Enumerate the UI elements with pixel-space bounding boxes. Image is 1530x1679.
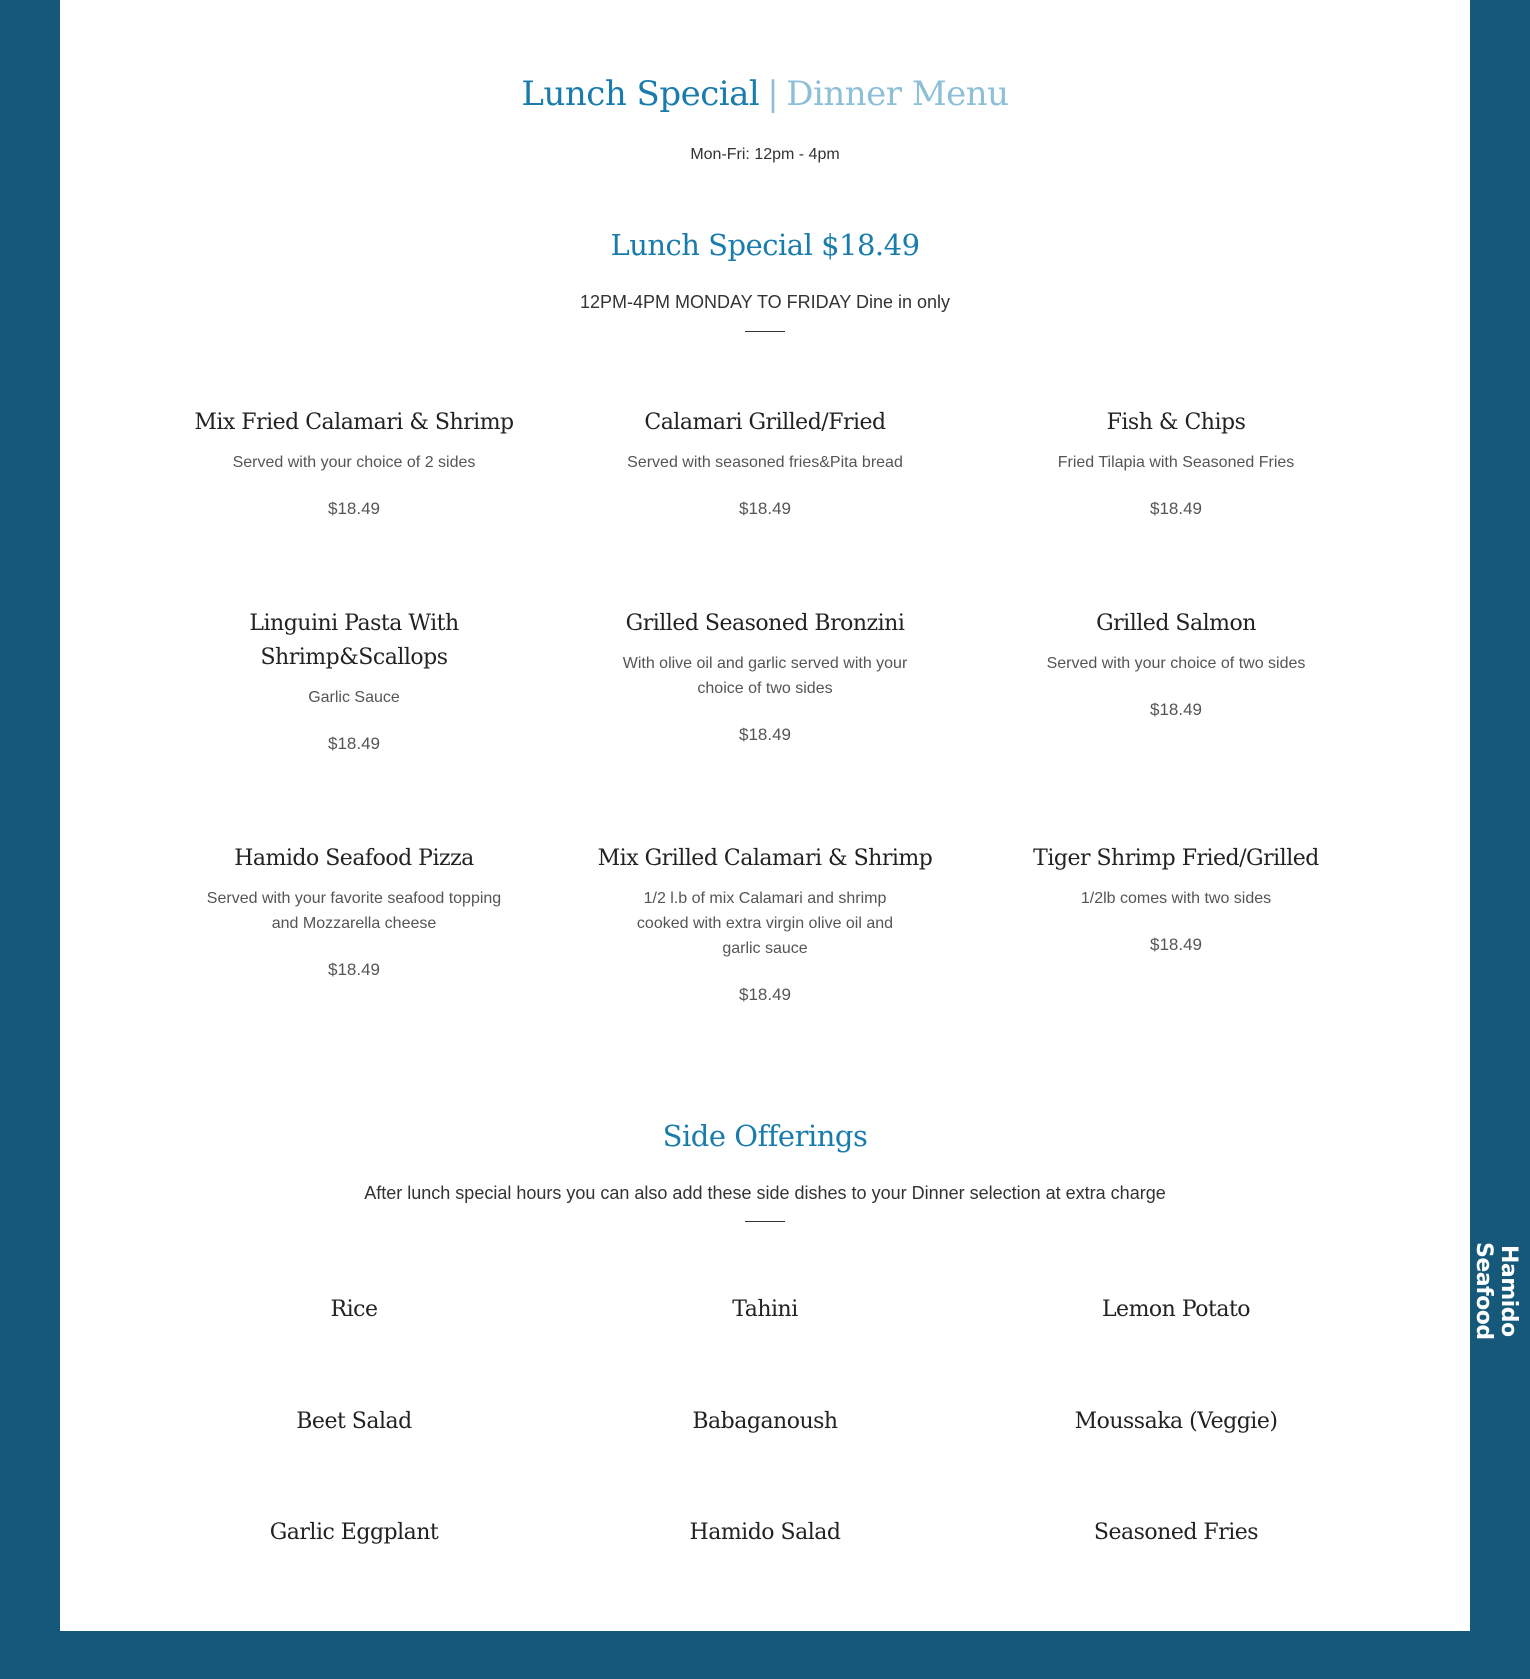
item-description: With olive oil and garlic served with your choice of two sides bbox=[622, 655, 908, 697]
hours-text: Mon-Fri: 12pm - 4pm bbox=[690, 146, 840, 163]
item-name: Hamido Seafood Pizza bbox=[234, 846, 474, 871]
item-name: Fish & Chips bbox=[1106, 410, 1246, 435]
menu-item bbox=[595, 842, 935, 1005]
menu-item bbox=[595, 406, 935, 519]
menu-panel bbox=[60, 0, 1470, 1631]
side-item: Beet Salad bbox=[296, 1409, 412, 1434]
sides-divider bbox=[745, 1221, 785, 1222]
item-price: $18.49 bbox=[739, 985, 791, 1004]
sides-section-subtitle: After lunch special hours you can also add these side dishes to your Dinner selection at extra charge bbox=[364, 1183, 1166, 1203]
item-name: Mix Grilled Calamari & Shrimp bbox=[597, 846, 933, 871]
item-price: $18.49 bbox=[1150, 935, 1202, 954]
menu-item bbox=[1006, 842, 1346, 955]
item-description: Served with your choice of two sides bbox=[1046, 655, 1306, 672]
menu-item bbox=[184, 842, 524, 980]
item-description: Garlic Sauce bbox=[308, 689, 400, 706]
tab-lunch-special[interactable]: Lunch Special bbox=[521, 74, 760, 114]
lunch-divider bbox=[745, 331, 785, 332]
menu-tabs bbox=[60, 74, 1470, 114]
menu-item bbox=[1006, 607, 1346, 720]
tab-dinner-menu[interactable]: Dinner Menu bbox=[786, 74, 1009, 114]
item-name: Tiger Shrimp Fried/Grilled bbox=[1033, 846, 1319, 871]
item-description: Served with your choice of 2 sides bbox=[232, 454, 476, 471]
item-description: Fried Tilapia with Seasoned Fries bbox=[1057, 454, 1295, 471]
item-name: Grilled Salmon bbox=[1096, 611, 1256, 636]
tab-separator: | bbox=[767, 74, 779, 114]
item-name: Grilled Seasoned Bronzini bbox=[625, 611, 905, 636]
item-description: 1/2lb comes with two sides bbox=[1080, 890, 1272, 907]
side-item: Tahini bbox=[732, 1297, 798, 1322]
item-description: 1/2 l.b of mix Calamari and shrimp cooked with extra virgin olive oil and garlic sauce bbox=[636, 890, 894, 957]
lunch-section-subtitle: 12PM-4PM MONDAY TO FRIDAY Dine in only bbox=[579, 292, 951, 312]
item-price: $18.49 bbox=[1150, 700, 1202, 719]
item-price: $18.49 bbox=[739, 725, 791, 744]
brand-logo-text[interactable]: Hamido Seafood bbox=[1471, 1241, 1521, 1340]
item-name: Mix Fried Calamari & Shrimp bbox=[194, 410, 514, 435]
side-item: Lemon Potato bbox=[1101, 1297, 1251, 1322]
item-price: $18.49 bbox=[739, 499, 791, 518]
menu-item bbox=[184, 607, 524, 754]
item-price: $18.49 bbox=[328, 499, 380, 518]
lunch-section-title: Lunch Special $18.49 bbox=[610, 228, 920, 262]
menu-item bbox=[1006, 406, 1346, 519]
sides-section-title: Side Offerings bbox=[662, 1119, 868, 1153]
menu-item bbox=[184, 406, 524, 519]
side-item: Garlic Eggplant bbox=[269, 1520, 439, 1545]
side-item: Seasoned Fries bbox=[1093, 1520, 1259, 1545]
side-item: Moussaka (Veggie) bbox=[1074, 1409, 1278, 1434]
side-item: Rice bbox=[330, 1297, 378, 1322]
item-name: Linguini Pasta With Shrimp&Scallops bbox=[249, 611, 459, 670]
side-item: Babaganoush bbox=[692, 1409, 838, 1434]
side-item: Hamido Salad bbox=[689, 1520, 841, 1545]
item-description: Served with your favorite seafood topping and Mozzarella cheese bbox=[206, 890, 502, 932]
item-name: Calamari Grilled/Fried bbox=[644, 410, 886, 435]
menu-item bbox=[595, 607, 935, 745]
item-price: $18.49 bbox=[328, 960, 380, 979]
item-description: Served with seasoned fries&Pita bread bbox=[627, 454, 903, 471]
item-price: $18.49 bbox=[1150, 499, 1202, 518]
item-price: $18.49 bbox=[328, 734, 380, 753]
